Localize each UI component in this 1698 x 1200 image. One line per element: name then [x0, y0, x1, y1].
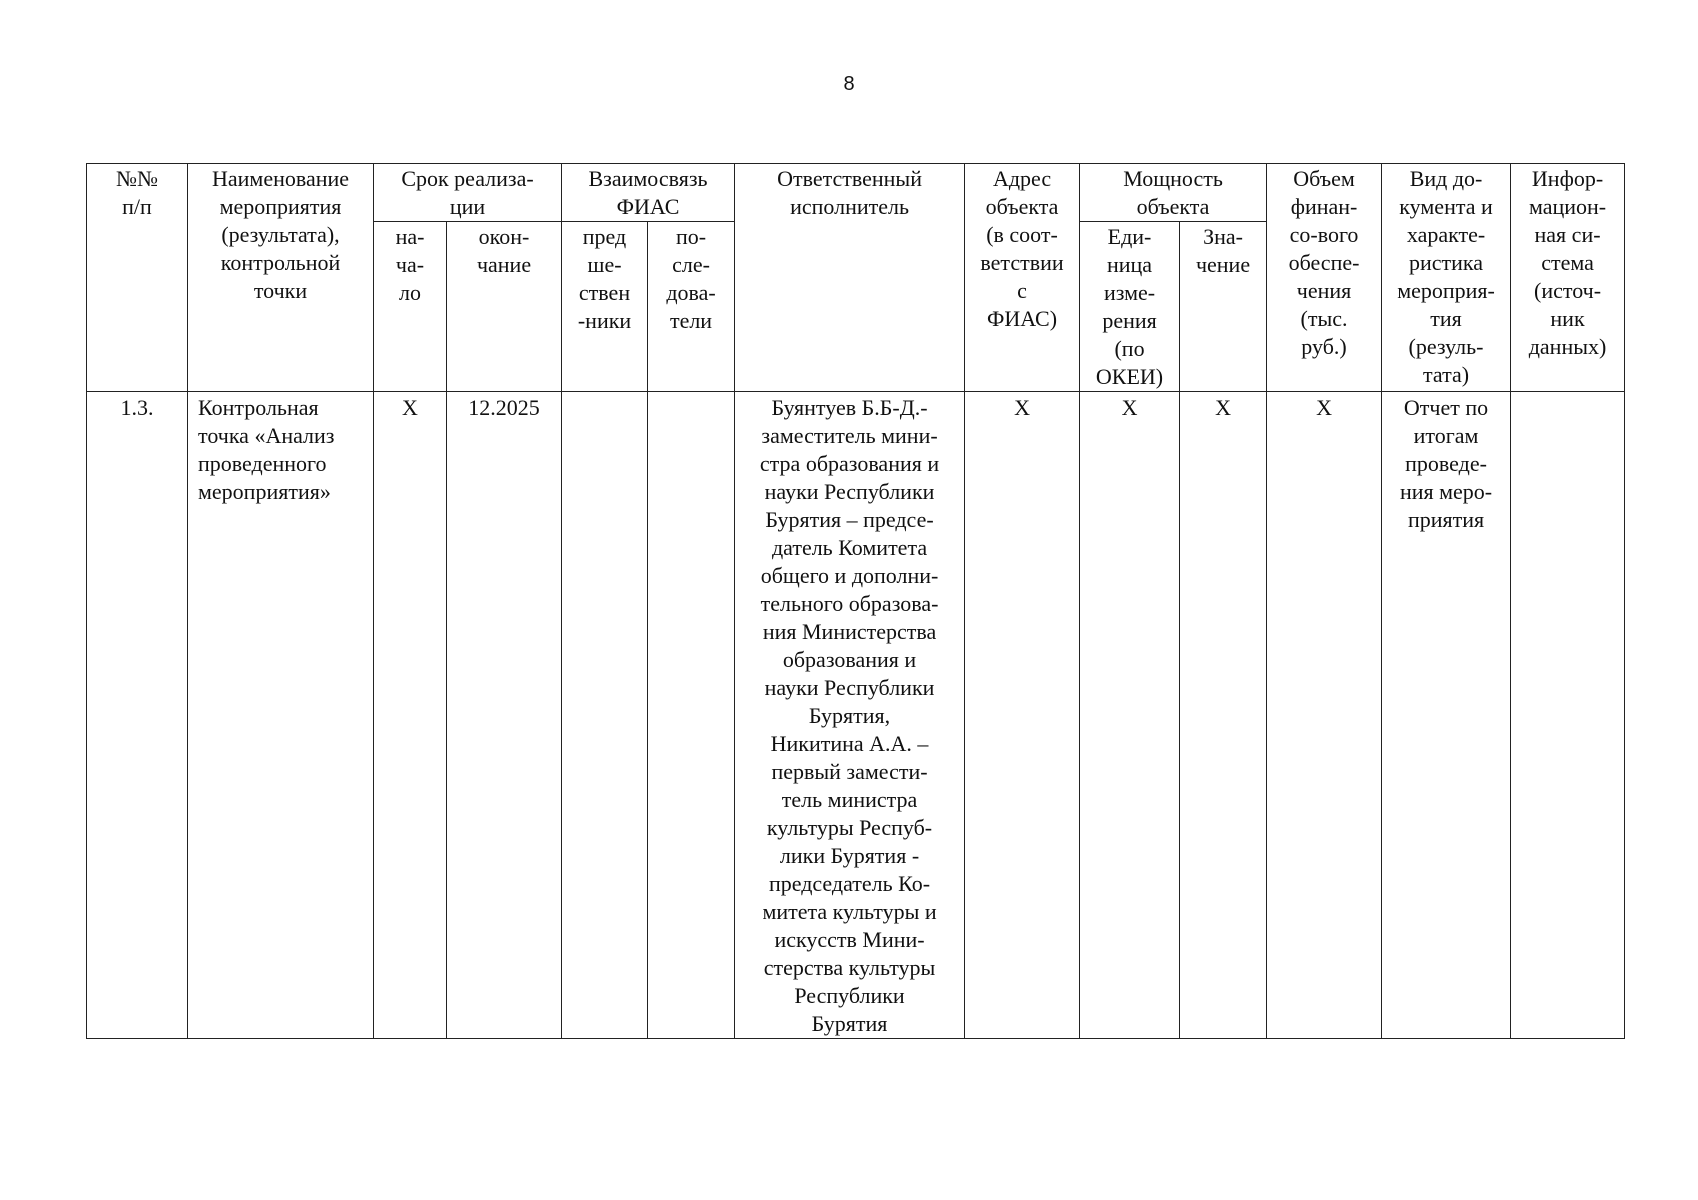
cell-event-name: Контрольная точка «Анализ проведенного мероприятия» [188, 392, 374, 1039]
cell-responsible: Буянтуев Б.Б-Д.- заместитель мини- стра образования и науки Республики Бурятия – предсе- датель Комитета общего и дополни- тельного образова- ния Министерства образования и науки Республики Бурятия, Никитина А.А. – первый замести- тель министра культуры Респуб- лики Бурятия - председатель Ко- митета культуры и искусств Мини- стерства культуры Республики Бурятия [735, 392, 965, 1039]
header-predecessors: пред ше- ствен -ники [562, 222, 648, 392]
cell-finance: Х [1267, 392, 1382, 1039]
header-capacity-unit: Еди- ница изме- рения (по ОКЕИ) [1080, 222, 1180, 392]
header-document-type: Вид до- кумента и характе- ристика мероприя- тия (резуль- тата) [1382, 164, 1511, 392]
page-number: 8 [843, 73, 855, 95]
cell-info-system [1511, 392, 1625, 1039]
header-capacity-value: Зна- чение [1180, 222, 1267, 392]
header-capacity: Мощность объекта [1080, 164, 1267, 222]
cell-capacity-unit: Х [1080, 392, 1180, 1039]
header-responsible: Ответственный исполнитель [735, 164, 965, 392]
cell-term-start: Х [374, 392, 447, 1039]
cell-address: Х [965, 392, 1080, 1039]
header-finance: Объем финан- со-вого обеспе- чения (тыс. руб.) [1267, 164, 1382, 392]
cell-term-end: 12.2025 [447, 392, 562, 1039]
header-term-end: окон- чание [447, 222, 562, 392]
header-info-system: Инфор- мацион- ная си- стема (источ- ник данных) [1511, 164, 1625, 392]
header-fias-link: Взаимосвязь ФИАС [562, 164, 735, 222]
table-header-row [87, 164, 1625, 222]
header-event-name: Наименование мероприятия (результата), контрольной точки [188, 164, 374, 392]
header-term-start: на- ча- ло [374, 222, 447, 392]
cell-number: 1.3. [87, 392, 188, 1039]
header-term: Срок реализа- ции [374, 164, 562, 222]
cell-predecessors [562, 392, 648, 1039]
header-address: Адрес объекта (в соот- ветствии с ФИАС) [965, 164, 1080, 392]
cell-successors [648, 392, 735, 1039]
cell-document-type: Отчет по итогам проведе- ния меро- приятия [1382, 392, 1511, 1039]
cell-capacity-value: Х [1180, 392, 1267, 1039]
header-successors: по- сле- дова- тели [648, 222, 735, 392]
table-row [87, 392, 1625, 1039]
plan-table [86, 163, 1625, 1039]
header-number: №№ п/п [87, 164, 188, 392]
